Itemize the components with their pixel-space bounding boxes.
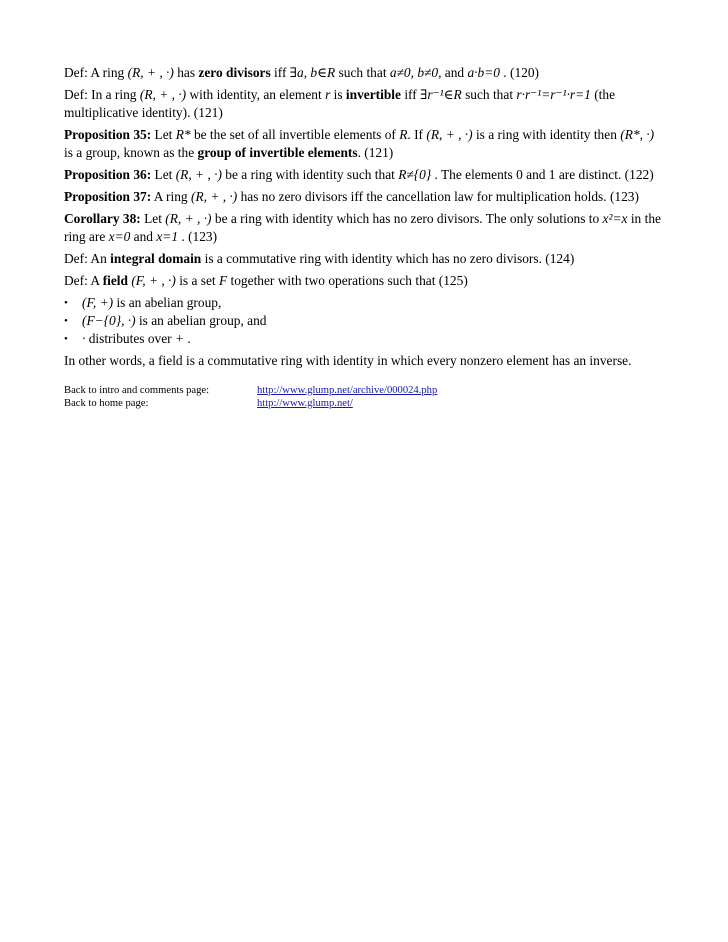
text-run: is an abelian group, (113, 295, 222, 310)
text-run: . (120) (499, 65, 539, 80)
math-expression: (R, + , ·) (139, 87, 187, 102)
field-summary (64, 352, 664, 370)
math-expression: (R*, ·) (620, 127, 655, 142)
proposition-36 (64, 166, 664, 184)
text-run: be a ring with identity such that (221, 167, 399, 182)
text-run: with identity, an element (186, 87, 326, 102)
text-run: (the multiplicative identity). (121) (64, 87, 616, 120)
proposition-37 (64, 188, 664, 206)
text-run: iff (270, 65, 290, 80)
math-expression: ∃r⁻¹∈R (420, 87, 462, 102)
text-run: such that (461, 87, 517, 102)
math-expression: · (82, 331, 89, 346)
text-run: is a set (175, 273, 219, 288)
math-expression: x²=x (602, 211, 628, 226)
text-run: is (330, 87, 346, 102)
footer-row (64, 384, 664, 397)
field-conditions (64, 294, 664, 348)
math-expression: (R, + , ·) (175, 167, 222, 182)
text-run: iff (400, 87, 421, 102)
def-field (64, 272, 664, 290)
list-item (64, 294, 664, 312)
bold-term: group of invertible elements (197, 145, 358, 160)
def-invertible (64, 86, 664, 122)
text-run: in the ring are (64, 211, 661, 244)
list-item (64, 330, 664, 348)
math-expression: ∃a, b∈R (289, 65, 336, 80)
text-run: is a ring with identity then (472, 127, 621, 142)
corollary-38 (64, 210, 664, 246)
math-expression: a·b=0 (467, 65, 500, 80)
text-run: A ring (151, 189, 191, 204)
text-run: . If (407, 127, 427, 142)
intro-page-link[interactable]: http://www.glump.net/archive/000024.php (257, 385, 438, 396)
math-expression: + (174, 331, 188, 346)
text-run: together with two operations such that (125) (227, 273, 468, 288)
document-body (64, 64, 664, 410)
math-expression: x=0 (108, 229, 131, 244)
proposition-35 (64, 126, 664, 162)
math-expression: (F−{0}, ·) (82, 313, 136, 328)
text-run: distributes over (88, 331, 175, 346)
text-run: . (187, 331, 191, 346)
text-run: . (121) (357, 145, 394, 160)
text-run: be a ring with identity which has no zero divisors. The only solutions to (211, 211, 603, 226)
math-expression: r (325, 87, 331, 102)
text-run: Def: An (64, 251, 111, 266)
def-integral-domain (64, 250, 664, 268)
text-run: . The elements 0 and 1 are distinct. (122) (431, 167, 654, 182)
bold-term: invertible (345, 87, 401, 102)
math-expression: (R, + , ·) (190, 189, 238, 204)
text-run: . (123) (178, 229, 218, 244)
text-run: has (173, 65, 199, 80)
bold-term: integral domain (110, 251, 202, 266)
bold-term: Proposition 36: (64, 167, 152, 182)
text-run: be the set of all invertible elements of (190, 127, 400, 142)
math-expression: R (399, 127, 408, 142)
text-run: Def: A (64, 273, 103, 288)
bold-term: field (102, 273, 128, 288)
math-expression: x=1 (156, 229, 179, 244)
text-run: is a group, known as the (64, 145, 198, 160)
text-run: such that (335, 65, 390, 80)
math-expression: r·r⁻¹=r⁻¹·r=1 (516, 87, 591, 102)
text-run: is an abelian group, and (135, 313, 267, 328)
math-expression: (F, + , ·) (131, 273, 176, 288)
text-run: is a commutative ring with identity which has no zero divisors. (124) (201, 251, 575, 266)
bold-term: Proposition 37: (64, 189, 152, 204)
text-run: Def: In a ring (64, 87, 140, 102)
footer-label: Back to home page: (64, 398, 149, 409)
math-expression: (R, + , ·) (165, 211, 212, 226)
text-run: Let (140, 211, 166, 226)
def-zero-divisors (64, 64, 664, 82)
math-expression: R* (175, 127, 191, 142)
math-expression: (R, + , ·) (426, 127, 473, 142)
text-run: Let (151, 127, 176, 142)
bold-term: zero divisors (198, 65, 271, 80)
math-expression: a≠0, b≠0, (389, 65, 442, 80)
bold-term: Corollary 38: (64, 211, 141, 226)
math-expression: (R, + , ·) (127, 65, 174, 80)
text-run: has no zero divisors iff the cancellation law for multiplication holds. (123) (237, 189, 639, 204)
text-run: Let (151, 167, 176, 182)
footer-links (64, 384, 664, 410)
footer-row (64, 397, 664, 410)
math-expression: (F, +) (82, 295, 114, 310)
text-run: Def: A ring (64, 65, 128, 80)
math-expression: F (218, 273, 228, 288)
text-run: and (441, 65, 468, 80)
math-expression: R≠{0} (398, 167, 432, 182)
text-run: In other words, a field is a commutative ring with identity in which every nonzero element has an inverse. (64, 353, 632, 368)
bold-term: Proposition 35: (64, 127, 152, 142)
list-item (64, 312, 664, 330)
home-page-link[interactable]: http://www.glump.net/ (257, 398, 353, 409)
text-run: and (130, 229, 157, 244)
footer-label: Back to intro and comments page: (64, 385, 210, 396)
